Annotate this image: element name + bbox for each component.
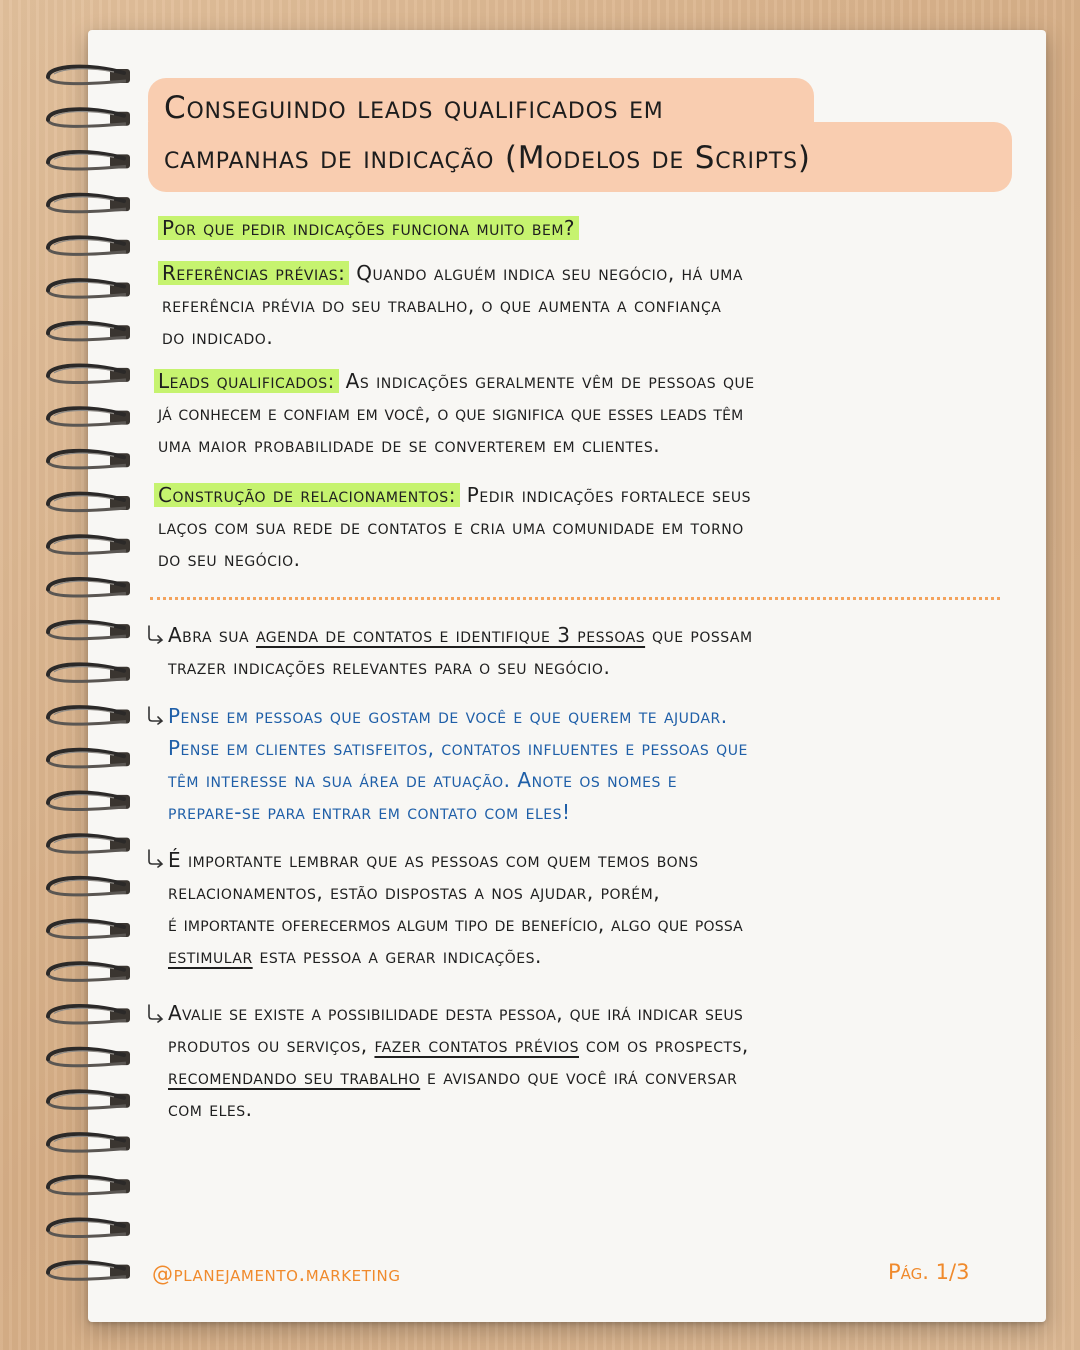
- spiral-ring: [48, 1091, 130, 1108]
- spiral-ring: [48, 1049, 130, 1066]
- spiral-ring: [48, 579, 130, 596]
- title-banner: [148, 78, 1012, 192]
- item-text: laços com sua rede de contatos e cria uma comunidade em torno: [158, 515, 744, 539]
- spiral-ring: [48, 1006, 130, 1023]
- spiral-ring: [48, 622, 130, 639]
- spiral-ring: [48, 237, 130, 254]
- arrow-icon: [145, 1003, 165, 1023]
- spiral-ring: [48, 664, 130, 681]
- step-text: com eles.: [168, 1097, 253, 1121]
- spiral-ring: [48, 109, 130, 126]
- spiral-ring: [48, 152, 130, 169]
- arrow-icon: [145, 705, 165, 725]
- item-text: referência prévia do seu trabalho, o que aumenta a confiança: [162, 293, 722, 317]
- page-number: Pág. 1/3: [888, 1260, 970, 1284]
- section-heading: Por que pedir indicações funciona muito bem?: [158, 212, 579, 244]
- title-line-1: Conseguindo leads qualificados em: [164, 90, 664, 126]
- spiral-ring: [48, 494, 130, 511]
- item-label: Construção de relacionamentos:: [154, 483, 460, 507]
- spiral-ring: [48, 835, 130, 852]
- spiral-ring: [48, 195, 130, 212]
- item-relacionamentos: Construção de relacionamentos: Pedir indicações fortalece seus: [154, 479, 751, 511]
- spiral-ring: [48, 1134, 130, 1151]
- step-text: Pense em clientes satisfeitos, contatos influentes e pessoas que: [168, 736, 748, 760]
- item-leads: Leads qualificados: As indicações geralmente vêm de pessoas que: [154, 365, 755, 397]
- item-text: já conhecem e confiam em você, o que significa que esses leads têm: [158, 401, 744, 425]
- spiral-ring: [48, 67, 130, 84]
- item-text: do indicado.: [162, 325, 274, 349]
- step-text: trazer indicações relevantes para o seu negócio.: [168, 655, 611, 679]
- spiral-ring: [48, 707, 130, 724]
- spiral-ring: [48, 451, 130, 468]
- spiral-ring: [48, 1219, 130, 1236]
- spiral-binding: [40, 55, 140, 1305]
- spiral-ring: [48, 921, 130, 938]
- spiral-ring: [48, 1262, 130, 1279]
- step-text: têm interesse na sua área de atuação. Anote os nomes e: [168, 768, 678, 792]
- item-referencias: Referências prévias: Quando alguém indica seu negócio, há uma: [158, 257, 743, 289]
- spiral-ring: [48, 408, 130, 425]
- step-3: É importante lembrar que as pessoas com quem temos bons: [168, 848, 699, 872]
- step-text: recomendando seu trabalho e avisando que você irá conversar: [168, 1065, 738, 1089]
- step-text: é importante oferecermos algum tipo de benefício, algo que possa: [168, 912, 743, 936]
- step-1: Abra sua agenda de contatos e identifique 3 pessoas que possam: [168, 623, 753, 647]
- step-text: relacionamentos, estão dispostas a nos ajudar, porém,: [168, 880, 661, 904]
- item-label: Leads qualificados:: [154, 369, 339, 393]
- divider: [150, 597, 1000, 600]
- spiral-ring: [48, 750, 130, 767]
- step-text: estimular esta pessoa a gerar indicações.: [168, 944, 542, 968]
- spiral-ring: [48, 878, 130, 895]
- step-2: Pense em pessoas que gostam de você e que querem te ajudar.: [168, 704, 728, 728]
- spiral-ring: [48, 536, 130, 553]
- arrow-icon: [145, 848, 165, 868]
- spiral-ring: [48, 323, 130, 340]
- spiral-ring: [48, 280, 130, 297]
- step-text: produtos ou serviços, fazer contatos prévios com os prospects,: [168, 1033, 749, 1057]
- item-label: Referências prévias:: [158, 261, 349, 285]
- step-4: Avalie se existe a possibilidade desta pessoa, que irá indicar seus: [168, 1001, 744, 1025]
- item-text: do seu negócio.: [158, 547, 301, 571]
- instagram-handle[interactable]: @planejamento.marketing: [152, 1262, 401, 1286]
- arrow-icon: [145, 624, 165, 644]
- spiral-ring: [48, 365, 130, 382]
- spiral-ring: [48, 963, 130, 980]
- item-text: uma maior probabilidade de se converterem em clientes.: [158, 433, 661, 457]
- spiral-ring: [48, 792, 130, 809]
- step-text: prepare-se para entrar em contato com eles!: [168, 800, 571, 824]
- spiral-ring: [48, 1177, 130, 1194]
- title-line-2: campanhas de indicação (Modelos de Scripts): [164, 140, 811, 176]
